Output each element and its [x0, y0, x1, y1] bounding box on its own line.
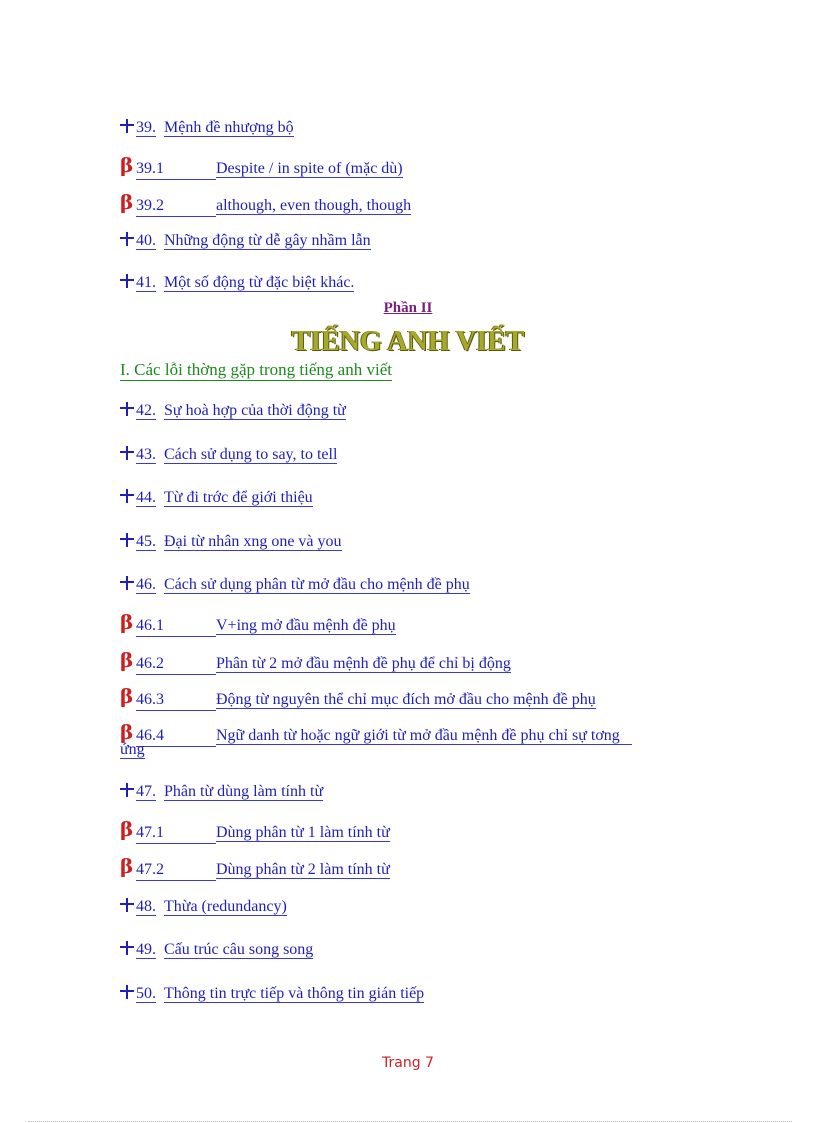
- toc-text: Thừa (redundancy): [164, 898, 287, 915]
- toc-text: Phân từ dùng làm tính từ: [164, 783, 324, 800]
- toc-number: 47.1: [136, 823, 216, 844]
- plus-bullet-icon: [120, 533, 134, 547]
- toc-number: 46.: [136, 576, 156, 593]
- toc-entry-46-4-wrap[interactable]: [120, 740, 145, 760]
- toc-entry-46-2[interactable]: [120, 650, 511, 675]
- part-title: TIẾNG ANH VIẾT: [291, 326, 525, 357]
- toc-number: 44.: [136, 489, 156, 506]
- toc-entry-50[interactable]: [120, 984, 424, 1004]
- toc-text: Những động từ dễ gây nhầm lẫn: [164, 232, 371, 249]
- toc-number: 42.: [136, 402, 156, 419]
- toc-text: Động từ nguyên thể chỉ mục đích mở đầu cho mệnh đề phụ: [216, 691, 596, 708]
- toc-entry-39-2[interactable]: [120, 192, 411, 217]
- toc-entry-49[interactable]: [120, 940, 313, 960]
- plus-bullet-icon: [120, 576, 134, 590]
- toc-number: 46.1: [136, 616, 216, 637]
- toc-number: 46.2: [136, 654, 216, 675]
- toc-entry-39[interactable]: [120, 118, 294, 138]
- toc-text: Cách sử dụng phân từ mở đầu cho mệnh đề phụ: [164, 576, 470, 593]
- beta-bullet-icon: β: [120, 190, 134, 214]
- toc-number: 43.: [136, 446, 156, 463]
- section-heading[interactable]: I. Các lỗi thờng gặp trong tiếng anh viết: [120, 360, 392, 379]
- toc-text: Ngữ danh từ hoặc ngữ giới từ mở đầu mệnh đề phụ chỉ sự tơng: [216, 727, 620, 744]
- toc-text: Cấu trúc câu song song: [164, 941, 314, 958]
- toc-text: Phân từ 2 mở đầu mệnh đề phụ để chỉ bị động: [216, 655, 511, 672]
- toc-number: 40.: [136, 232, 156, 249]
- toc-entry-42[interactable]: [120, 401, 346, 421]
- toc-number: 41.: [136, 274, 156, 291]
- toc-entry-46-4[interactable]: [120, 722, 632, 747]
- toc-number: 39.2: [136, 196, 216, 217]
- toc-entry-45[interactable]: [120, 532, 342, 552]
- toc-number: 46.4: [136, 726, 216, 747]
- toc-text: Thông tin trực tiếp và thông tin gián tiếp: [164, 985, 425, 1002]
- toc-text: Sự hoà hợp của thời động từ: [164, 402, 346, 419]
- beta-bullet-icon: β: [120, 817, 134, 841]
- beta-bullet-icon: β: [120, 854, 134, 878]
- plus-bullet-icon: [120, 985, 134, 999]
- toc-entry-47[interactable]: [120, 782, 323, 802]
- toc-text: Một số động từ đặc biệt khác.: [164, 274, 355, 291]
- beta-bullet-icon: β: [120, 720, 134, 744]
- plus-bullet-icon: [120, 402, 134, 416]
- toc-text: although, even though, though: [216, 197, 412, 214]
- plus-bullet-icon: [120, 489, 134, 503]
- plus-bullet-icon: [120, 898, 134, 912]
- toc-number: 47.2: [136, 860, 216, 881]
- toc-entry-48[interactable]: [120, 897, 287, 917]
- toc-text: Mệnh đề nhượng bộ: [164, 119, 294, 136]
- toc-text: Đại từ nhân xng one và you: [164, 533, 342, 550]
- plus-bullet-icon: [120, 941, 134, 955]
- toc-text: Từ đi trớc để giới thiệu: [164, 489, 313, 506]
- plus-bullet-icon: [120, 783, 134, 797]
- toc-number: 39.: [136, 119, 156, 136]
- plus-bullet-icon: [120, 274, 134, 288]
- toc-number: 47.: [136, 783, 156, 800]
- toc-entry-47-1[interactable]: [120, 819, 390, 844]
- toc-number: 50.: [136, 985, 156, 1002]
- toc-number: 46.3: [136, 690, 216, 711]
- toc-entry-39-1[interactable]: [120, 155, 403, 180]
- toc-entry-46-1[interactable]: [120, 612, 396, 637]
- page-footer: Trang 7: [382, 1055, 434, 1071]
- toc-entry-41[interactable]: [120, 273, 354, 293]
- beta-bullet-icon: β: [120, 684, 134, 708]
- toc-number: 39.1: [136, 159, 216, 180]
- toc-text-wrap: ứng: [120, 741, 145, 758]
- toc-text: Dùng phân từ 2 làm tính từ: [216, 861, 390, 878]
- toc-number: 48.: [136, 898, 156, 915]
- toc-entry-44[interactable]: [120, 488, 313, 508]
- toc-entry-46[interactable]: [120, 575, 470, 595]
- beta-bullet-icon: β: [120, 610, 134, 634]
- part-label: Phần II: [383, 300, 433, 316]
- toc-text: Dùng phân từ 1 làm tính từ: [216, 824, 390, 841]
- toc-entry-40[interactable]: [120, 231, 371, 251]
- toc-entry-46-3[interactable]: [120, 686, 596, 711]
- toc-number: 49.: [136, 941, 156, 958]
- toc-entry-47-2[interactable]: [120, 856, 390, 881]
- page-bottom-rule: [28, 1121, 792, 1122]
- toc-text: Cách sử dụng to say, to tell: [164, 446, 338, 463]
- toc-number: 45.: [136, 533, 156, 550]
- plus-bullet-icon: [120, 446, 134, 460]
- toc-text: V+ing mở đầu mệnh đề phụ: [216, 617, 396, 634]
- plus-bullet-icon: [120, 232, 134, 246]
- plus-bullet-icon: [120, 119, 134, 133]
- beta-bullet-icon: β: [120, 648, 134, 672]
- toc-text: Despite / in spite of (mặc dù): [216, 160, 403, 177]
- toc-entry-43[interactable]: [120, 445, 337, 465]
- beta-bullet-icon: β: [120, 153, 134, 177]
